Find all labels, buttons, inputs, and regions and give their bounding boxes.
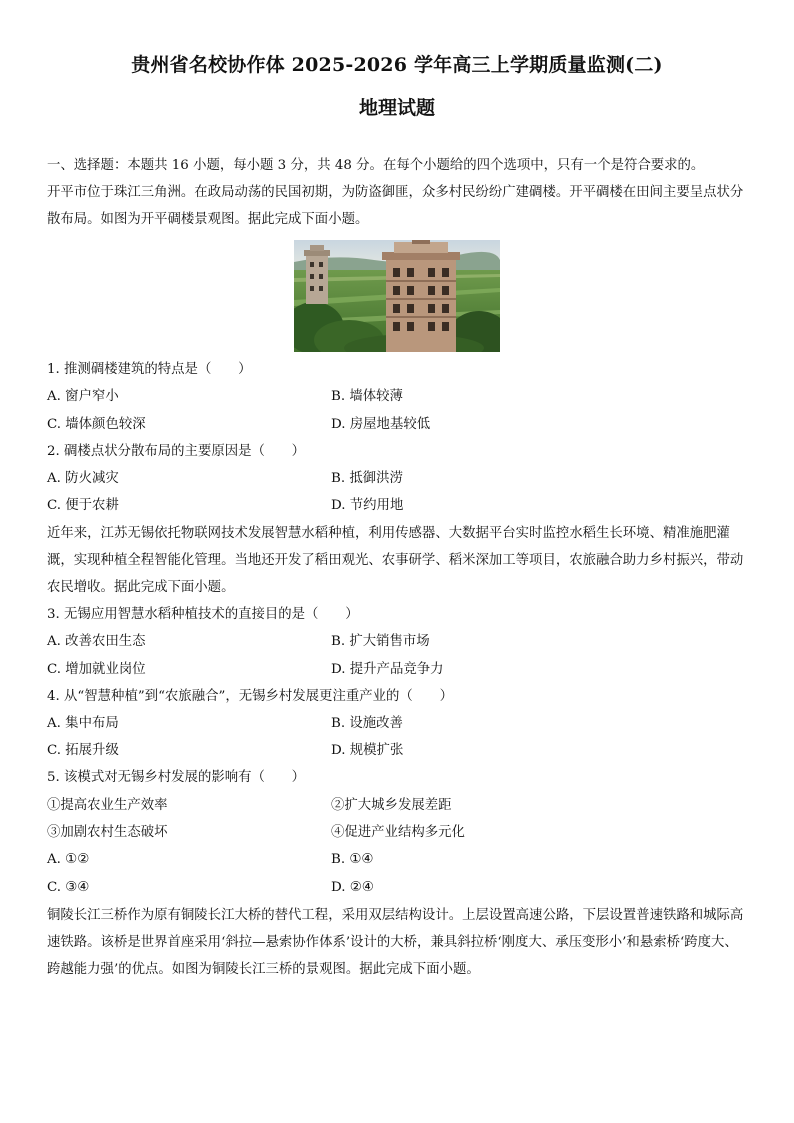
exam-subject: 地理试题 [358,97,435,119]
q3-option-a[interactable]: A. 改善农田生态 [47,634,146,649]
q3-option-c[interactable]: C. 增加就业岗位 [47,662,146,677]
q4-option-d[interactable]: D. 规模扩张 [331,743,404,758]
q4-stem: 4. 从“智慧种植”到“农旅融合”，无锡乡村发展更注重产业的（ ） [47,689,453,704]
q5-statement-1: ①提高农业生产效率 [47,798,168,813]
section-instructions: 一、选择题：本题共 16 小题，每小题 3 分，共 48 分。在每个小题给的四个选项中，只有一个是符合要求的。 [47,158,705,173]
q1-option-a[interactable]: A. 窗户窄小 [47,389,119,404]
q2-option-b[interactable]: B. 抵御洪涝 [331,471,403,486]
q1-option-c[interactable]: C. 墙体颜色较深 [47,417,146,432]
q2-option-d[interactable]: D. 节约用地 [331,498,404,513]
q2-stem: 2. 碉楼点状分散布局的主要原因是（ ） [47,444,306,459]
q5-stem: 5. 该模式对无锡乡村发展的影响有（ ） [47,770,306,785]
q1-stem: 1. 推测碉楼建筑的特点是（ ） [47,362,252,377]
q4-option-b[interactable]: B. 设施改善 [331,716,403,731]
q5-option-b[interactable]: B. ①④ [331,852,374,867]
exam-title: 贵州省名校协作体 2025-2026 学年高三上学期质量监测(二) [131,54,663,76]
q5-option-a[interactable]: A. ①② [47,852,90,867]
diaolou-photo [294,240,500,352]
q1-option-d[interactable]: D. 房屋地基较低 [331,417,431,432]
q3-option-d[interactable]: D. 提升产品竞争力 [331,662,444,677]
q5-option-c[interactable]: C. ③④ [47,880,90,895]
diaolou-landscape-image [294,240,500,352]
q2-option-a[interactable]: A. 防火减灾 [47,471,119,486]
passage-wuxi: 近年来，江苏无锡依托物联网技术发展智慧水稻种植，利用传感器、大数据平台实时监控水稻生长环境、精准施肥灌溉，实现种植全程智能化管理。当地还开发了稻田观光、农事研学、稻米深加工等项目，农旅融合助力乡村振兴，带动农民增收。据此完成下面小题。 [47,526,744,596]
q3-stem: 3. 无锡应用智慧水稻种植技术的直接目的是（ ） [47,607,359,622]
q5-statement-2: ②扩大城乡发展差距 [331,798,452,813]
q4-option-c[interactable]: C. 拓展升级 [47,743,119,758]
q3-option-b[interactable]: B. 扩大销售市场 [331,634,430,649]
q1-option-b[interactable]: B. 墙体较薄 [331,389,403,404]
q4-option-a[interactable]: A. 集中布局 [47,716,119,731]
q2-option-c[interactable]: C. 便于农耕 [47,498,119,513]
q5-option-d[interactable]: D. ②④ [331,880,374,895]
passage-kaiping: 开平市位于珠江三角洲。在政局动荡的民国初期，为防盗御匪，众多村民纷纷广建碉楼。开平碉楼在田间主要呈点状分散布局。如图为开平碉楼景观图。据此完成下面小题。 [47,185,744,228]
q5-statement-4: ④促进产业结构多元化 [331,825,465,840]
passage-tongling-bridge: 铜陵长江三桥作为原有铜陵长江大桥的替代工程，采用双层结构设计。上层设置高速公路，下层设置普速铁路和城际高速铁路。该桥是世界首座采用‘斜拉—悬索协作体系’设计的大桥，兼具斜拉桥‘刚度大、承压变形小’和悬索桥‘跨度大、跨越能力强’的优点。如图为铜陵长江三桥的景观图。据此完成下面小题。 [47,908,744,978]
q5-statement-3: ③加剧农村生态破坏 [47,825,168,840]
